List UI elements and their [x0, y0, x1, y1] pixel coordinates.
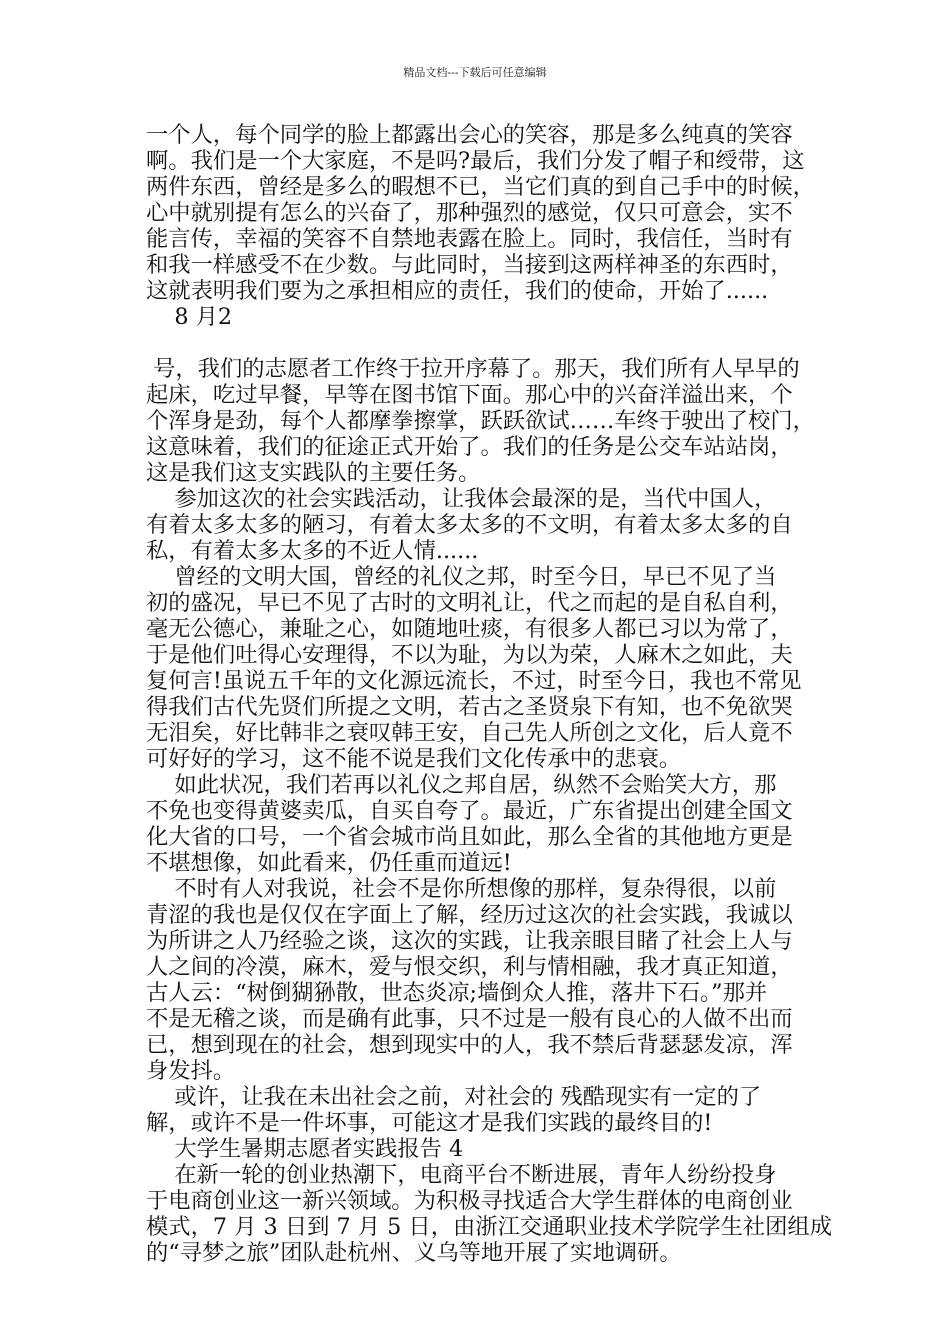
document-body: [146, 122, 833, 1266]
text-line: 解，或许不是一件坏事，可能这才是我们实践的最终目的!: [146, 1110, 713, 1136]
text-line: 有着太多太多的陋习，有着太多太多的不文明，有着太多太多的自: [146, 512, 793, 538]
text-line: 或许，让我在未出社会之前，对社会的 残酷现实有一定的了: [146, 1084, 762, 1110]
text-line: 复何言!虽说五千年的文化源远流长，不过，时至今日，我也不常见: [146, 668, 802, 694]
text-line: 心中就别提有怎么的兴奋了，那种强烈的感觉，仅只可意会，实不: [146, 200, 793, 226]
text-line: 如此状况，我们若再以礼仪之邦自居，纵然不会贻笑大方，那: [146, 772, 777, 798]
text-line: 这就表明我们要为之承担相应的责任，我们的使命，开始了......: [146, 278, 769, 304]
text-line: 啊。我们是一个大家庭，不是吗?最后，我们分发了帽子和绶带，这: [146, 148, 805, 174]
text-line: 化大省的口号，一个省会城市尚且如此，那么全省的其他地方更是: [146, 824, 793, 850]
text-line: 毫无公德心，兼耻之心，如随地吐痰，有很多人都已习以为常了，: [146, 616, 793, 642]
text-line: 不免也变得黄婆卖瓜，自买自夸了。最近，广东省提出创建全国文: [146, 798, 793, 824]
text-line: 得我们古代先贤们所提之文明，若古之圣贤泉下有知，也不免欲哭: [146, 694, 793, 720]
text-line: 不时有人对我说，社会不是你所想像的那样，复杂得很，以前: [146, 876, 777, 902]
text-line: 不堪想像，如此看来，仍任重而道远!: [146, 850, 512, 876]
text-line: 为所讲之人乃经验之谈，这次的实践，让我亲眼目睹了社会上人与: [146, 928, 793, 954]
text-line: 于电商创业这一新兴领域。为积极寻找适合大学生群体的电商创业: [146, 1188, 793, 1214]
text-line: 身发抖。: [146, 1058, 236, 1084]
text-line: 一个人，每个同学的脸上都露出会心的笑容，那是多么纯真的笑容: [146, 122, 793, 148]
page-header: 精品文档---下载后可任意编辑: [403, 66, 547, 79]
text-line: 两件东西，曾经是多么的暇想不已，当它们真的到自己手中的时候，: [146, 174, 815, 200]
blank-line: [146, 330, 816, 356]
text-line: 已，想到现在的社会，想到现实中的人，我不禁后背瑟瑟发凉，浑: [146, 1032, 793, 1058]
text-line: 私，有着太多太多的不近人情......: [146, 538, 479, 564]
text-line: 无泪矣，好比韩非之衰叹韩王安，自己先人所创之文化，后人竟不: [146, 720, 793, 746]
text-line: 初的盛况，早已不见了古时的文明礼让，代之而起的是自私自利，: [146, 590, 793, 616]
text-line: 号，我们的志愿者工作终于拉开序幕了。那天，我们所有人早早的: [146, 356, 800, 382]
text-line: 古人云：“树倒猢狲散，世态炎凉;墙倒众人推，落井下石。”那并: [146, 980, 768, 1006]
text-line: 起床，吃过早餐，早等在图书馆下面。那心中的兴奋洋溢出来，个: [146, 382, 793, 408]
text-line: 这意味着，我们的征途正式开始了。我们的任务是公交车站站岗，: [146, 434, 793, 460]
text-line: 可好好的学习，这不能不说是我们文化传承中的悲衰。: [146, 746, 682, 772]
text-line: 个浑身是劲，每个人都摩拳擦掌，跃跃欲试……车终于驶出了校门，: [146, 408, 815, 434]
text-line: 8 月2: [146, 304, 233, 330]
text-line: 参加这次的社会实践活动，让我体会最深的是，当代中国人，: [146, 486, 777, 512]
text-line: 这是我们这支实践队的主要任务。: [146, 460, 481, 486]
text-line: 曾经的文明大国，曾经的礼仪之邦，时至今日，早已不见了当: [146, 564, 777, 590]
text-line: 能言传，幸福的笑容不自禁地表露在脸上。同时，我信任，当时有: [146, 226, 793, 252]
text-line: 不是无稽之谈，而是确有此事，只不过是一般有良心的人做不出而: [146, 1006, 793, 1032]
text-line: 的“寻梦之旅”团队赴杭州、义乌等地开展了实地调研。: [146, 1240, 682, 1266]
text-line: 青涩的我也是仅仅在字面上了解，经历过这次的社会实践，我诚以: [146, 902, 793, 928]
text-line: 和我一样感受不在少数。与此同时，当接到这两样神圣的东西时，: [146, 252, 793, 278]
text-line: 模式，7 月 3 日到 7 月 5 日，由浙江交通职业技术学院学生社团组成: [146, 1214, 833, 1240]
text-line: 人之间的冷漠，麻木，爱与恨交织，利与情相融，我才真正知道，: [146, 954, 793, 980]
text-line: 在新一轮的创业热潮下，电商平台不断进展，青年人纷纷投身: [146, 1162, 777, 1188]
text-line: 于是他们吐得心安理得，不以为耻，为以为荣，人麻木之如此，夫: [146, 642, 793, 668]
text-line: 大学生暑期志愿者实践报告 4: [146, 1136, 464, 1162]
